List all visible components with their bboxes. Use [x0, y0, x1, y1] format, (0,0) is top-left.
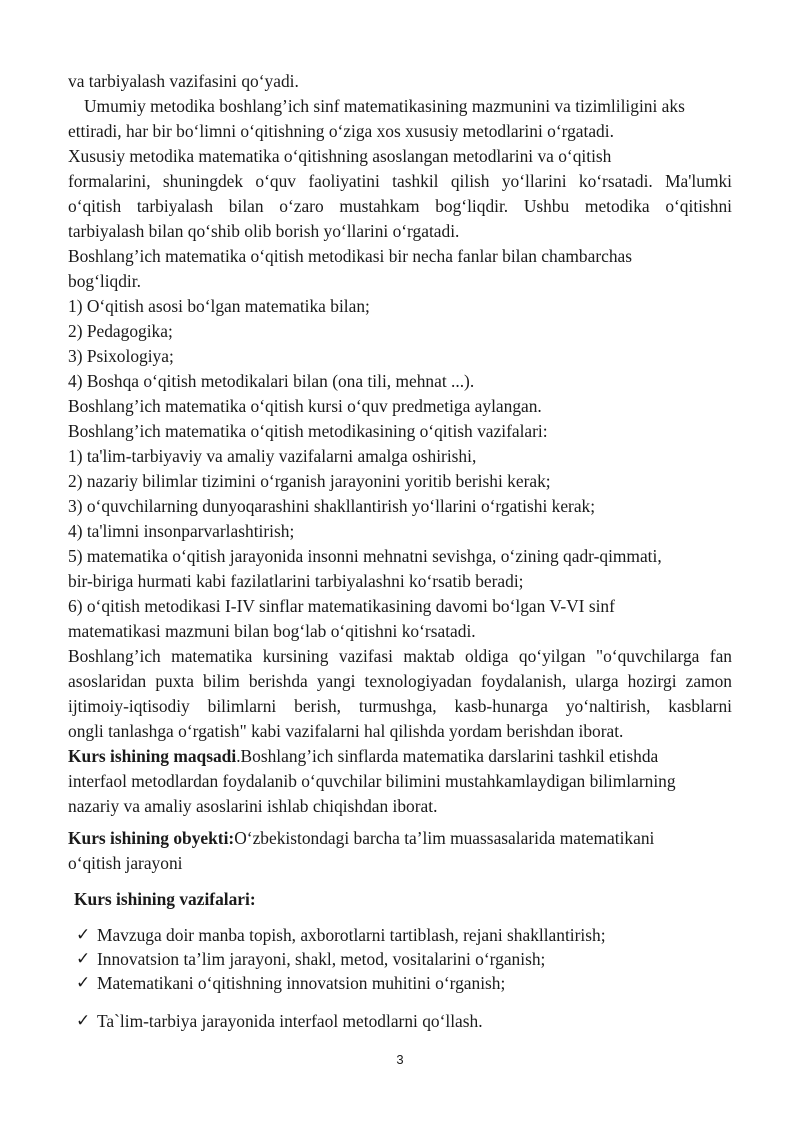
text-line: Boshlang’ich matematika kursining vazifasi maktab oldiga qo‘yilgan "o‘quvchilarga fan [68, 646, 732, 666]
list-item: 4) Boshqa o‘qitish metodikalari bilan (ona tili, mehnat ...). [68, 371, 475, 391]
text-line: Boshlang’ich matematika o‘qitish kursi o‘quv predmetiga aylangan. [68, 396, 542, 416]
text-line: Xususiy metodika matematika o‘qitishning asoslangan metodlarini va o‘qitish [68, 146, 612, 166]
task-item: Innovatsion ta’lim jarayoni, shakl, metod, vositalarini o‘rganish; [97, 949, 546, 969]
object-text: O‘zbekistondagi barcha ta’lim muassasalarida matematikani [234, 828, 655, 848]
list-item: 4) ta'limni insonparvarlashtirish; [68, 521, 295, 541]
object-label: Kurs ishining obyekti: [68, 828, 235, 848]
text-line: o‘qitish jarayoni [68, 853, 183, 873]
checkmark-icon: ✓ [76, 1011, 91, 1030]
checkmark-icon: ✓ [76, 925, 91, 944]
text-line: ongli tanlashga o‘rgatish" kabi vazifalarni hal qilishda yordam berishdan iborat. [68, 721, 624, 741]
text-line: Boshlang’ich matematika o‘qitish metodikasining o‘qitish vazifalari: [68, 421, 548, 441]
text-line: interfaol metodlardan foydalanib o‘quvchilar bilimini mustahkamlaydigan bilimlarning [68, 771, 676, 791]
task-item: Matematikani o‘qitishning innovatsion muhitini o‘rganish; [97, 973, 506, 993]
page-number: 3 [396, 1052, 404, 1067]
text-line: asoslaridan puxta bilim berishda yangi texnologiyadan foydalanish, ularga hozirgi zamon [68, 671, 732, 691]
text-line: bir-biriga hurmati kabi fazilatlarini tarbiyalashni ko‘rsatib beradi; [68, 571, 524, 591]
goal-text: .Boshlang’ich sinflarda matematika darslarini tashkil etishda [236, 746, 659, 766]
list-item: 1) O‘qitish asosi bo‘lgan matematika bilan; [68, 296, 370, 316]
tasks-heading: Kurs ishining vazifalari: [74, 889, 256, 909]
checkmark-icon: ✓ [76, 973, 91, 992]
text-line: formalarini, shuningdek o‘quv faoliyatini tashkil qilish yo‘llarini ko‘rsatadi. Ma'lumki [68, 171, 732, 191]
text-line: ijtimoiy-iqtisodiy bilimlarni berish, turmushga, kasb-hunarga yo‘naltirish, kasblarni [68, 696, 732, 716]
list-item: 3) Psixologiya; [68, 346, 174, 366]
text-line: Umumiy metodika boshlang’ich sinf matematikasining mazmunini va tizimliligini aks [84, 96, 685, 116]
list-item: 1) ta'lim-tarbiyaviy va amaliy vazifalarni amalga oshirishi, [68, 446, 477, 466]
text-line: va tarbiyalash vazifasini qo‘yadi. [68, 71, 299, 91]
list-item: 3) o‘quvchilarning dunyoqarashini shakllantirish yo‘llarini o‘rgatishi kerak; [68, 496, 596, 516]
task-item: Ta`lim-tarbiya jarayonida interfaol metodlarni qo‘llash. [97, 1011, 483, 1031]
list-item: 2) nazariy bilimlar tizimini o‘rganish jarayonini yoritib berishi kerak; [68, 471, 551, 491]
goal-label: Kurs ishining maqsadi [68, 746, 237, 766]
list-item: 5) matematika o‘qitish jarayonida insonni mehnatni sevishga, o‘zining qadr-qimmati, [68, 546, 662, 566]
goal-paragraph-line [68, 745, 658, 767]
text-line: tarbiyalash bilan qo‘shib olib borish yo‘llarini o‘rgatadi. [68, 221, 460, 241]
text-line: Boshlang’ich matematika o‘qitish metodikasi bir necha fanlar bilan chambarchas [68, 246, 633, 266]
list-item: 6) o‘qitish metodikasi I-IV sinflar matematikasining davomi bo‘lgan V-VI sinf [68, 596, 615, 616]
text-line: matematikasi mazmuni bilan bog‘lab o‘qitishni ko‘rsatadi. [68, 621, 476, 641]
text-line: ettiradi, har bir bo‘limni o‘qitishning o‘ziga xos xususiy metodlarini o‘rgatadi. [68, 121, 614, 141]
task-item: Mavzuga doir manba topish, axborotlarni tartiblash, rejani shakllantirish; [97, 925, 606, 945]
text-line: nazariy va amaliy asoslarini ishlab chiqishdan iborat. [68, 796, 438, 816]
text-line: bog‘liqdir. [68, 271, 141, 291]
text-line: o‘qitish tarbiyalash bilan o‘zaro mustahkam bog‘liqdir. Ushbu metodika o‘qitishni [68, 196, 732, 216]
list-item: 2) Pedagogika; [68, 321, 173, 341]
checkmark-icon: ✓ [76, 949, 91, 968]
object-paragraph-line [68, 827, 654, 849]
